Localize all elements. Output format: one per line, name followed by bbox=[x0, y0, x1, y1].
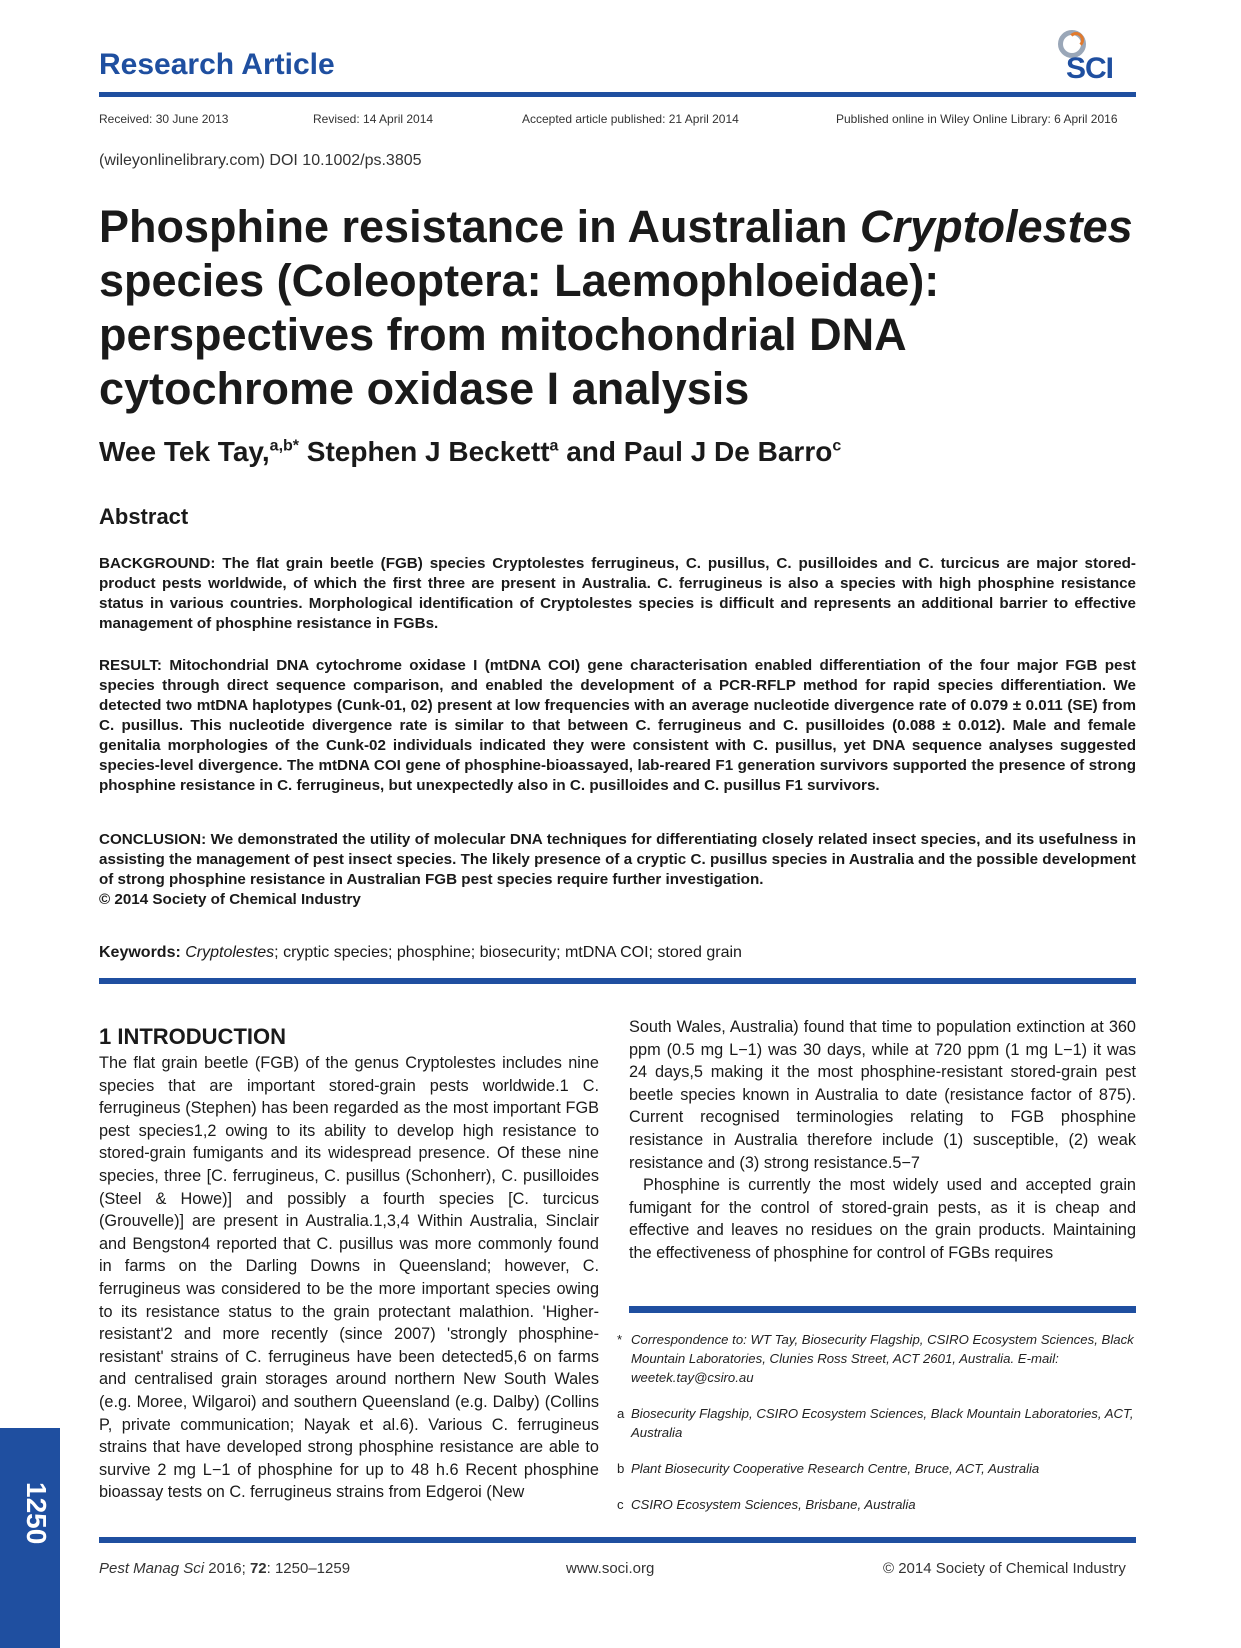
abstract-background: BACKGROUND: The flat grain beetle (FGB) species Cryptolestes ferrugineus, C. pusillus, C. pusilloides and C. turcicus are major stored-product pests worldwide, of which the first three are present in Australia. C. ferrugineus is also a species with high phosphine resistance status in various countries. Morphological identification of Cryptolestes species is difficult and represents an additional barrier to effective management of phosphine resistance in FGBs. bbox=[99, 555, 1136, 632]
header-rule bbox=[99, 92, 1136, 97]
author-list: Wee Tek Tay,$^{a,b*}$ Stephen J Beckett$^a$ and Paul J De Barro$^c$ bbox=[99, 436, 842, 467]
author-beckett[interactable]: Stephen J Beckett bbox=[299, 436, 550, 467]
footnote-rule bbox=[629, 1306, 1136, 1313]
footnote-affiliation-c: c CSIRO Ecosystem Sciences, Brisbane, Australia bbox=[617, 1497, 916, 1512]
footer-copyright: © 2014 Society of Chemical Industry bbox=[883, 1560, 1126, 1577]
doi-link[interactable]: (wileyonlinelibrary.com) DOI 10.1002/ps.3805 bbox=[99, 152, 422, 169]
journal-citation: Pest Manag Sci 2016; 72: 1250–1259 bbox=[99, 1560, 351, 1577]
published-date: Published online in Wiley Online Library: 6 April 2016 bbox=[836, 112, 1118, 126]
page-number: 1250 bbox=[21, 1482, 52, 1545]
abstract-heading: Abstract bbox=[99, 504, 189, 529]
abstract-copyright: © 2014 Society of Chemical Industry bbox=[99, 891, 361, 908]
intro-right-column bbox=[629, 1016, 1136, 1265]
abstract-conclusion: CONCLUSION: We demonstrated the utility of molecular DNA techniques for differentiating closely related insect species, and its usefulness in assisting the management of pest insect species. The likely presence of a cryptic C. pusillus species in Australia and the possible development of strong phosphine resistance in Australian FGB pest species require further investigation. © 2014 Society of Chemical Industry bbox=[99, 831, 1136, 908]
section-heading-introduction: 1 INTRODUCTION bbox=[99, 1024, 286, 1049]
revised-date: Revised: 14 April 2014 bbox=[313, 112, 434, 126]
logo-text: SCI bbox=[1066, 52, 1114, 85]
footnote-correspondence: * Correspondence to: WT Tay, Biosecurity Flagship, CSIRO Ecosystem Sciences, Black Mountain Laboratories, Clunies Ross Street, ACT 2601, Australia. E-mail: weetek.tay@csiro.au bbox=[617, 1332, 1134, 1385]
received-date: Received: 30 June 2013 bbox=[99, 112, 229, 126]
accepted-date: Accepted article published: 21 April 2014 bbox=[522, 112, 739, 126]
journal-website-link[interactable]: www.soci.org bbox=[566, 1560, 655, 1577]
intro-paragraph: Phosphine is currently the most widely used and accepted grain fumigant for the control of stored-grain pests, as it is cheap and effective and leaves no residues on the grain products. Maintaining the effectiveness of phosphine for control of FGBs requires bbox=[629, 1176, 1136, 1262]
article-title: Phosphine resistance in Australian Cryptolestes species (Coleoptera: Laemophloeidae): perspectives from mitochondrial DNA cytochrome oxidase I analysis bbox=[99, 201, 1133, 414]
keywords: Keywords: Cryptolestes; cryptic species; phosphine; biosecurity; mtDNA COI; stored grain bbox=[99, 944, 742, 961]
abstract-rule bbox=[99, 978, 1136, 984]
abstract-result: RESULT: Mitochondrial DNA cytochrome oxidase I (mtDNA COI) gene characterisation enabled differentiation of the four major FGB pest species through direct sequence comparison, and enabled the development of a PCR-RFLP method for rapid species differentiation. We detected two mtDNA haplotypes (Cunk-01, 02) present at low frequencies with an average nucleotide divergence rate of 0.079 ± 0.011 (SE) from C. pusillus. This nucleotide divergence rate is similar to that between C. ferrugineus and C. pusilloides (0.088 ± 0.012). Male and female genitalia morphologies of the Cunk-02 individuals indicated they were consistent with C. pusillus, yet DNA sequence analyses suggested species-level divergence. The mtDNA COI gene of phosphine-bioassayed, lab-reared F1 generation survivors supported the presence of strong phosphine resistance in C. ferrugineus, but unexpectedly also in C. pusilloides and C. pusillus F1 survivors. bbox=[99, 657, 1136, 794]
author-debarro[interactable]: and Paul J De Barro bbox=[558, 436, 833, 467]
footer-rule bbox=[99, 1537, 1136, 1543]
footnote-affiliation-b: b Plant Biosecurity Cooperative Research Centre, Bruce, ACT, Australia bbox=[617, 1461, 1040, 1476]
author-tay[interactable]: Wee Tek Tay, bbox=[99, 436, 270, 467]
intro-left-column: The flat grain beetle (FGB) of the genus Cryptolestes includes nine species that are important stored-grain pests worldwide.1 C. ferrugineus (Stephen) has been regarded as the most important FGB pest species1,2 owing to its ability to develop high resistance to stored-grain fumigants and its widespread presence. Of these nine species, three [C. ferrugineus, C. pusillus (Schonherr), C. pusilloides (Steel & Howe)] and possibly a fourth species [C. turcicus (Grouvelle)] are present in Australia.1,3,4 Within Australia, Sinclair and Bengston4 reported that C. pusillus was more commonly found in farms on the Darling Downs in Queensland; however, C. ferrugineus was considered to be the more important species owing to its resistance status to the grain protectant malathion. 'Higher-resistant'2 and more recently (since 2007) 'strongly phosphine-resistant' strains of C. ferrugineus have been detected5,6 on farms and centralised grain storages around northern New South Wales (e.g. Moree, Wilgaroi) and southern Queensland (e.g. Dalby) (Collins P, private communication; Nayak et al.6). Various C. ferrugineus strains that have developed strong phosphine resistance are able to survive 2 mg L−1 of phosphine for up to 48 h.6 Recent phosphine bioassay tests on C. ferrugineus strains from Edgeroi (New bbox=[99, 1054, 599, 1502]
sci-logo-icon bbox=[1054, 30, 1138, 86]
journal-section-title: Research Article bbox=[99, 48, 335, 81]
intro-paragraph: South Wales, Australia) found that time to population extinction at 360 ppm (0.5 mg L−1) was 30 days, while at 720 ppm (1 mg L−1) it was 24 days,5 making it the most phosphine-resistant stored-grain pest beetle species known in Australia to date (resistance factor of 875). Current recognised terminologies relating to FGB phosphine resistance in Australia therefore include (1) susceptible, (2) weak resistance and (3) strong resistance.5−7 bbox=[629, 1018, 1136, 1172]
footnote-affiliation-a: a Biosecurity Flagship, CSIRO Ecosystem Sciences, Black Mountain Laboratories, ACT, Australia bbox=[617, 1406, 1134, 1440]
